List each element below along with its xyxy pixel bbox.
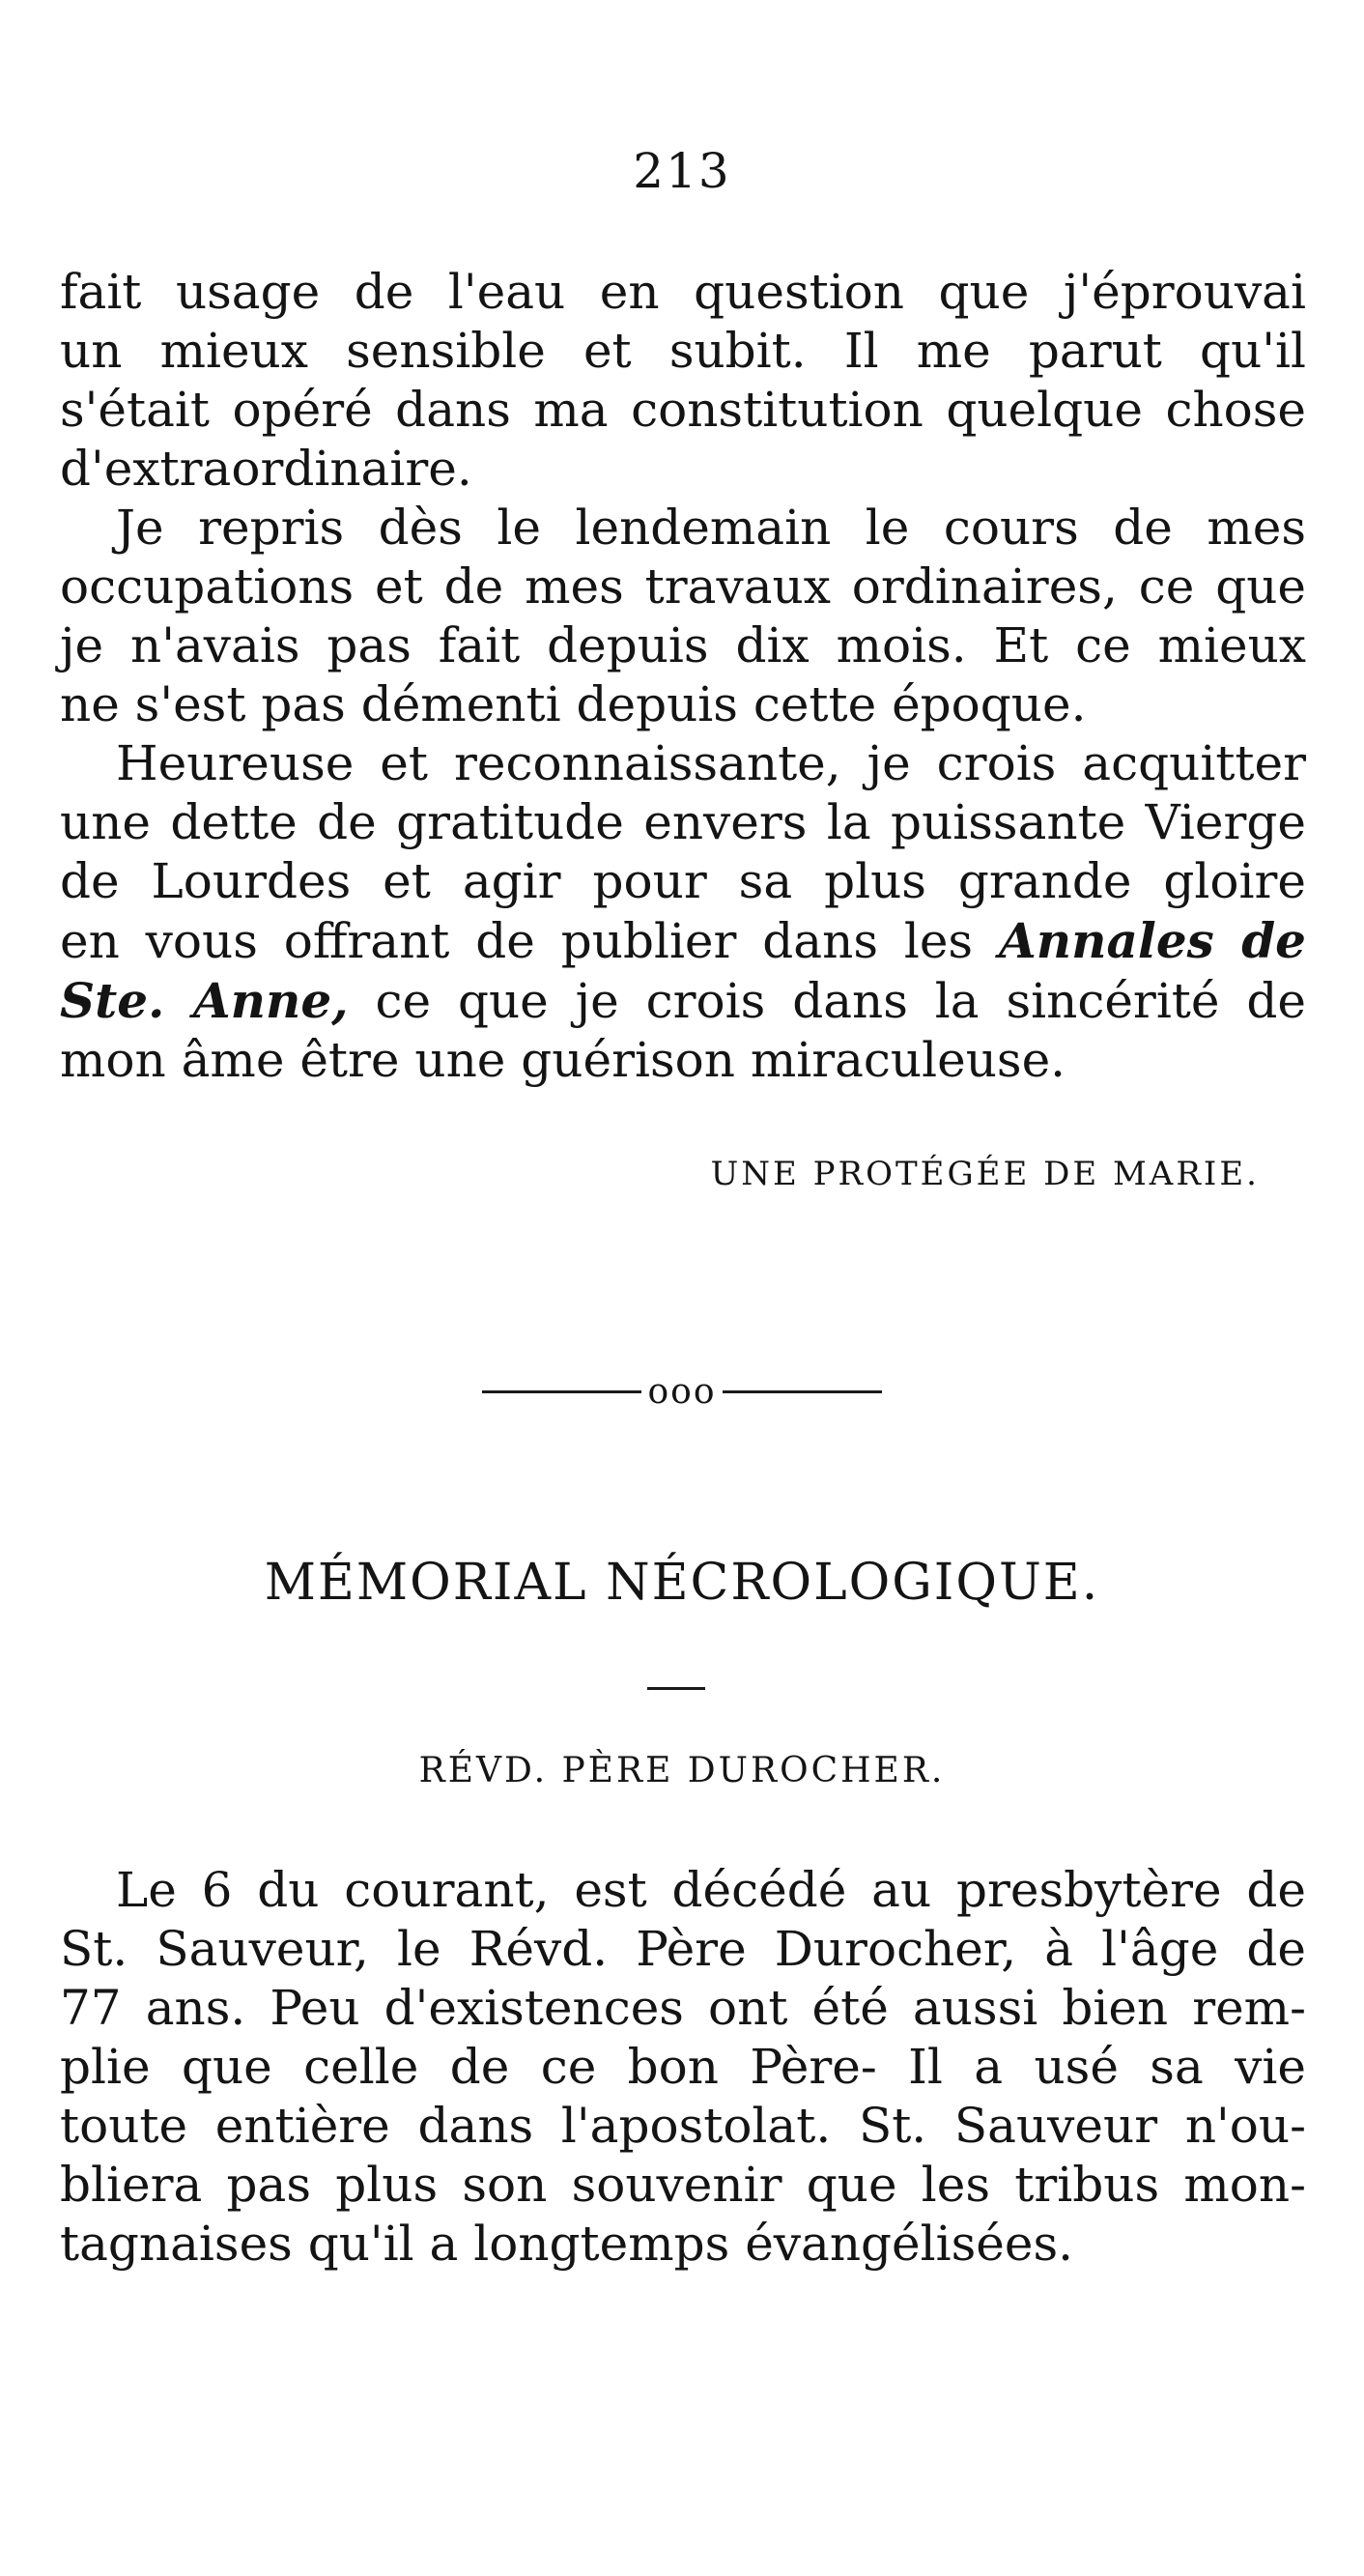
separator-rule-right: [723, 1390, 882, 1393]
text-line: d'extraordinaire.: [60, 441, 472, 497]
text-line: 77 ans. Peu d'existences ont été aussi bien rem-: [60, 1980, 1306, 2036]
text-segment: ce que je crois dans la sincérité de: [348, 973, 1306, 1029]
text-line: plie que celle de ce bon Père- Il a usé sa vie: [60, 2039, 1306, 2095]
text-line: bliera pas plus son souvenir que les tribus mon-: [60, 2157, 1306, 2213]
text-line: [60, 911, 1306, 971]
obituary-text: [60, 1861, 1306, 2274]
journal-title-part: Annales de: [998, 912, 1306, 969]
text-line: toute entière dans l'apostolat. St. Sauveur n'ou-: [60, 2098, 1306, 2154]
text-line: [60, 971, 1306, 1031]
text-line: un mieux sensible et subit. Il me parut qu'il: [60, 323, 1306, 379]
text-line: une dette de gratitude envers la puissante Vierge: [60, 794, 1306, 850]
text-line: occupations et de mes travaux ordinaires, ce que: [60, 558, 1306, 615]
paragraph-1: [60, 263, 1306, 499]
journal-title-part: Ste. Anne,: [60, 972, 349, 1029]
text-line: mon âme être une guérison miraculeuse.: [60, 1032, 1066, 1088]
separator-ornament: ooo: [647, 1372, 717, 1412]
page-number: 213: [633, 143, 731, 199]
text-line: St. Sauveur, le Révd. Père Durocher, à l'âge de: [60, 1921, 1306, 1977]
paragraph-2: [60, 499, 1306, 734]
text-line: fait usage de l'eau en question que j'éprouvai: [60, 264, 1306, 320]
text-line: Heureuse et reconnaissante, je crois acquitter: [116, 735, 1306, 791]
text-line: tagnaises qu'il a longtemps évangélisées.: [60, 2216, 1074, 2272]
text-line: Le 6 du courant, est décédé au presbytère de: [116, 1862, 1306, 1918]
text-line: Je repris dès le lendemain le cours de mes: [116, 500, 1306, 556]
title-dash: [647, 1687, 705, 1690]
section-separator: [0, 1372, 1364, 1412]
separator-rule-left: [482, 1390, 641, 1393]
section-title: MÉMORIAL NÉCROLOGIQUE.: [264, 1554, 1100, 1612]
text-line: ne s'est pas démenti depuis cette époque.: [60, 676, 1087, 732]
paragraph-3: [60, 734, 1306, 1090]
testimony-text: [60, 263, 1306, 1090]
obituary-subtitle: RÉVD. PÈRE DUROCHER.: [418, 1751, 946, 1790]
text-segment: en vous offrant de publier dans les: [60, 913, 974, 969]
text-line: de Lourdes et agir pour sa plus grande gloire: [60, 853, 1306, 909]
text-line: s'était opéré dans ma constitution quelque chose: [60, 382, 1306, 438]
text-line: je n'avais pas fait depuis dix mois. Et ce mieux: [60, 617, 1306, 673]
signature: UNE PROTÉGÉE DE MARIE.: [710, 1155, 1260, 1193]
